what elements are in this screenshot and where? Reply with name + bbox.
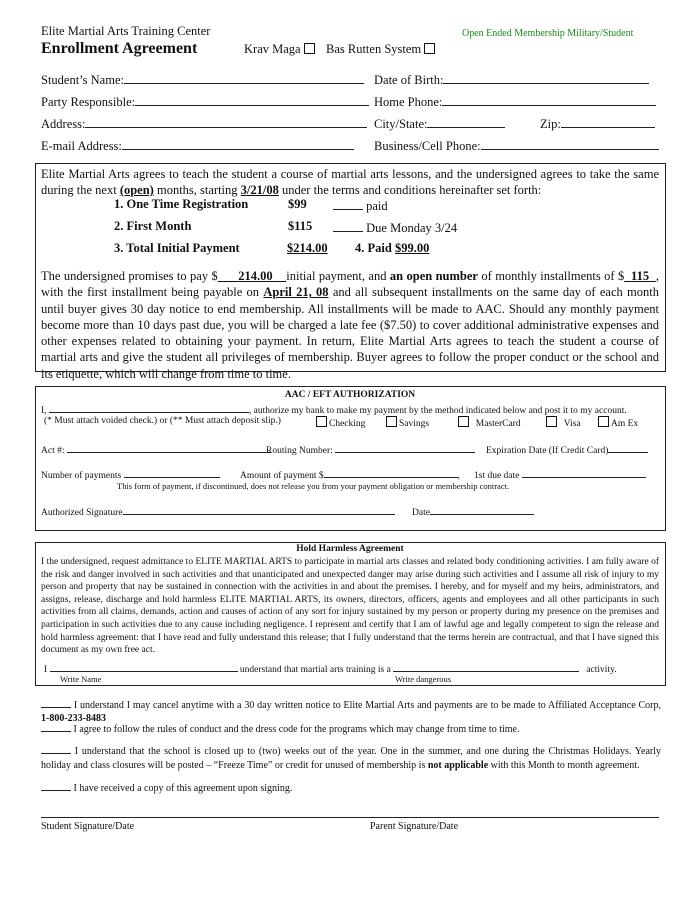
- address-label: Address:: [41, 117, 86, 131]
- terms-intro: Elite Martial Arts agrees to teach the student a course of martial arts lessons, and the undersigned agrees to take the same during the next (open) months, starting 3/21/08 under the terms and conditions hereinafter set forth:: [41, 167, 659, 197]
- write-dangerous-caption: Write dangerous: [395, 674, 452, 684]
- checkbox-icon[interactable]: [546, 416, 557, 427]
- zip-field[interactable]: [540, 115, 655, 132]
- dob-label: Date of Birth:: [374, 73, 444, 87]
- hold-harmless-text: I the undersigned, request admittance to ELITE MARTIAL ARTS to participate in martial arts classes and related body conditioning activities. I am fully aware of the risk and danger involved in such activities and that unanticipated and unexpected danger may arise during such activities and I assume all risk of injury to my person and property that nay be sustained in connection with the activities in and about the premises. I hereby, and for myself and my heirs, administrators, and assigns, release, discharge and hold harmless ELITE MARTIAL ARTS, its owners, directors, officers, agents and employees and all other participants in such activities from all claims, demands, action and causes of action of any sort for injury sustained by my person or property during my presence on the premises and participation in such activities due to any cause including negligence. I represent and certify that I am of lawful age and legally competent to sign the release and hold harmless agreement: that I have read and fully understand this release; that I fully understand that the terms herein are contractual, and that I have signed this document as my own free act.: [41, 557, 659, 656]
- understand-line[interactable]: I understand that martial arts training is a activity.: [44, 662, 617, 675]
- eft-authorize[interactable]: I, , authorize my bank to make my payment by the method indicated below and post it to my account.: [41, 403, 627, 416]
- ack-closures-initial[interactable]: [41, 744, 71, 754]
- checkbox-icon[interactable]: [386, 416, 397, 427]
- checkbox-icon[interactable]: [304, 43, 315, 54]
- ack-copy-initial[interactable]: [41, 781, 71, 791]
- option-mastercard[interactable]: MasterCard: [458, 416, 521, 429]
- option-visa[interactable]: Visa: [546, 416, 581, 429]
- checkbox-icon[interactable]: [458, 416, 469, 427]
- address-input[interactable]: [85, 115, 367, 128]
- party-field[interactable]: [41, 93, 369, 110]
- routing-field[interactable]: Routing Number:: [266, 443, 475, 456]
- account-field[interactable]: Act #:: [41, 443, 271, 456]
- zip-label: Zip:: [540, 117, 561, 131]
- auth-signature-field[interactable]: Authorized Signature: [41, 505, 395, 518]
- expiration-field[interactable]: Expiration Date (If Credit Card): [486, 443, 648, 456]
- dob-input[interactable]: [443, 71, 649, 84]
- checkbox-icon[interactable]: [424, 43, 435, 54]
- write-name-input[interactable]: [50, 662, 238, 672]
- home-phone-input[interactable]: [442, 93, 656, 106]
- amount-field[interactable]: Amount of payment $ ,: [240, 468, 460, 481]
- fee-1-amount: $99: [288, 197, 307, 211]
- auth-date-field[interactable]: Date: [412, 505, 534, 518]
- business-phone-input[interactable]: [481, 137, 659, 150]
- party-label: Party Responsible:: [41, 95, 136, 109]
- email-input[interactable]: [122, 137, 354, 150]
- checkbox-icon[interactable]: [598, 416, 609, 427]
- eft-disclaimer: This form of payment, if discontinued, does not release you from your payment obligation or membership contract.: [117, 481, 510, 491]
- expiration-input[interactable]: [608, 443, 648, 453]
- routing-input[interactable]: [335, 443, 475, 453]
- option-amex[interactable]: Am Ex: [598, 416, 638, 429]
- org-name: Elite Martial Arts Training Center: [41, 24, 211, 38]
- num-payments-input[interactable]: [124, 468, 220, 478]
- page-title: Enrollment Agreement: [41, 40, 198, 57]
- write-name-caption: Write Name: [60, 674, 102, 684]
- business-phone-label: Business/Cell Phone:: [374, 139, 481, 153]
- auth-date-input[interactable]: [430, 505, 534, 515]
- num-payments-field[interactable]: Number of payments: [41, 468, 220, 481]
- parent-signature[interactable]: Parent Signature/Date: [370, 821, 459, 832]
- program-bas-rutten[interactable]: [326, 42, 437, 57]
- student-signature[interactable]: Student Signature/Date: [41, 821, 135, 832]
- payment-terms: The undersigned promises to pay $ 214.00 initial payment, and an open number of monthly installments of $ 115 , with the first installment being payable on April 21, 08 and all subsequent installments on the same day of each month until buyer gives 30 day notice to end membership. All installments will be made to AAC. Should any monthly payment become more than 10 days past due, you will be charged a late fee ($7.50) to cover additional administrative expenses and other expenses related to obtaining your payment. In return, Elite Martial Arts agrees to teach the student a course of martial arts and give the student all privileges of membership. Buyer agrees to follow the proper conduct or the school and its etiquette, which will change from time to time.: [41, 269, 660, 381]
- eft-attach-note: (* Must attach voided check.) or (** Must attach deposit slip.): [44, 416, 281, 426]
- hold-harmless-title: Hold Harmless Agreement: [296, 544, 404, 554]
- program-bas-rutten-label: Bas Rutten System: [326, 42, 422, 56]
- email-field[interactable]: [41, 137, 354, 154]
- signature-rule: [41, 817, 659, 818]
- ack-cancel-initial[interactable]: [41, 698, 71, 708]
- fee-3-label: 3. Total Initial Payment: [114, 241, 240, 255]
- dob-field[interactable]: [374, 71, 649, 88]
- fee-2-status: Due Monday 3/24: [333, 219, 457, 236]
- address-field[interactable]: [41, 115, 367, 132]
- city-state-label: City/State:: [374, 117, 428, 131]
- eft-title: AAC / EFT AUTHORIZATION: [284, 390, 416, 400]
- account-input[interactable]: [67, 443, 271, 453]
- option-checking[interactable]: Checking: [316, 416, 365, 429]
- ack-rules-initial[interactable]: [41, 722, 71, 732]
- fee-1-label: 1. One Time Registration: [114, 197, 249, 211]
- home-phone-field[interactable]: [374, 93, 656, 110]
- paid-amount: 4. Paid $99.00: [355, 241, 430, 255]
- fee-2-amount: $115: [288, 219, 313, 233]
- city-state-input[interactable]: [427, 115, 505, 128]
- first-due-input[interactable]: [522, 468, 646, 478]
- first-due-field[interactable]: 1st due date: [474, 468, 646, 481]
- fee-3-amount: $214.00: [287, 241, 328, 255]
- ack-rules: I agree to follow the rules of conduct and the dress code for the programs which may change from time to time.: [41, 722, 519, 735]
- checkbox-icon[interactable]: [316, 416, 327, 427]
- business-phone-field[interactable]: [374, 137, 659, 154]
- student-name-field[interactable]: [41, 71, 364, 88]
- auth-signature-input[interactable]: [123, 505, 395, 515]
- party-input[interactable]: [135, 93, 369, 106]
- option-savings[interactable]: Savings: [386, 416, 429, 429]
- amount-input[interactable]: [324, 468, 458, 478]
- program-krav-maga-label: Krav Maga: [244, 42, 301, 56]
- email-label: E-mail Address:: [41, 139, 122, 153]
- fee-2-label: 2. First Month: [114, 219, 192, 233]
- write-dangerous-input[interactable]: [393, 662, 579, 672]
- ack-copy: I have received a copy of this agreement upon signing.: [41, 781, 292, 794]
- home-phone-label: Home Phone:: [374, 95, 443, 109]
- student-name-label: Student’s Name:: [41, 73, 124, 87]
- city-state-field[interactable]: [374, 115, 505, 132]
- program-krav-maga[interactable]: [244, 42, 317, 57]
- student-name-input[interactable]: [124, 71, 364, 84]
- ack-cancel: I understand I may cancel anytime with a 30 day written notice to Elite Martial Arts and payments are to be made to Affiliated Acceptance Corp, 1-800-233-8483: [41, 700, 662, 724]
- zip-input[interactable]: [561, 115, 655, 128]
- eft-name-input[interactable]: [49, 403, 249, 413]
- ack-closures: I understand that the school is closed up to (two) weeks out of the year. One in the summer, and one during the Christmas Holidays. Yearly holiday and class closures will be posted – “Freeze Time” or credit for unused of membership is not applicable with this Month to month agreement.: [41, 746, 662, 771]
- fee-1-status: paid: [333, 197, 388, 214]
- membership-type: Open Ended Membership Military/Student: [462, 28, 634, 39]
